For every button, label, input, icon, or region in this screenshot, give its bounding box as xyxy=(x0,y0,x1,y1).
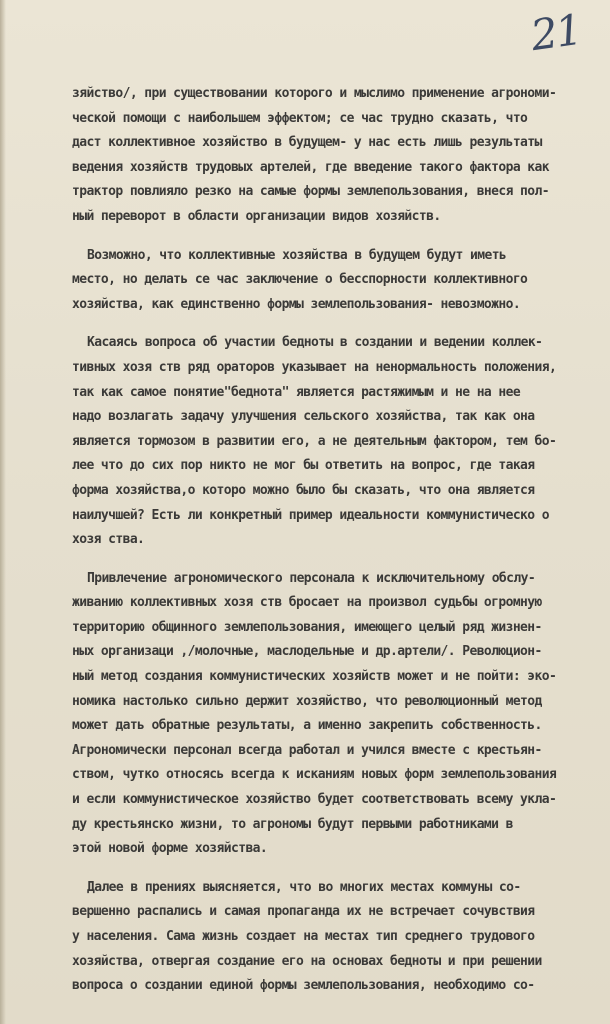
text-line: ду крестьянско жизни, то агрономы будут первыми работниками в xyxy=(72,816,513,832)
text-line: хозяйства, отвергая создание его на основах бедноты и при решении xyxy=(72,953,542,969)
text-line: даст коллективное хозяйство в будущем- у нас есть лишь результаты xyxy=(72,135,542,151)
text-line: ный метод создания коммунистических хозяйств может и не пойти: эко- xyxy=(72,669,557,685)
text-line: лее что до сих пор никто не мог бы ответить на вопрос, где такая xyxy=(72,458,535,474)
text-line: ведения хозяйств трудовых артелей, где введение такого фактора как xyxy=(72,159,549,175)
text-line: Агрономически персонал всегда работал и учился вместе с крестьян- xyxy=(72,742,542,758)
text-line: зяйство/, при существовании которого и мыслимо применение агрономи- xyxy=(72,86,557,101)
typewritten-body xyxy=(72,82,602,999)
text-line: является тормозом в развитии его, а не деятельным фактором, тем бо- xyxy=(72,433,557,449)
text-line: этой новой форме хозяйства. xyxy=(72,841,268,857)
text-line: у населения. Сама жизнь создает на местах тип среднего трудового xyxy=(72,929,535,944)
text-line: место, но делать се час заключение о бесспорности коллективного xyxy=(72,272,528,288)
text-line: вопроса о создании единой формы землепользования, необходимо со- xyxy=(72,978,535,994)
page-edge-shadow xyxy=(0,0,6,1024)
text-line: ством, чутко относясь всегда к исканиям новых форм землепользования xyxy=(72,767,557,783)
text-line: ных организаци ,/молочные, маслодельные и др.артели/. Революцион- xyxy=(72,644,542,660)
text-line: Возможно, что коллективные хозяйства в будущем будут иметь xyxy=(87,247,507,263)
text-line: трактор повлияло резко на самые формы землепользования, внеся пол- xyxy=(72,184,549,200)
text-line: ческой помощи с наибольшем эффектом; се час трудно сказать, что xyxy=(72,110,528,126)
text-line: хозя ства. xyxy=(72,532,145,548)
text-line: может дать обратные результаты, а именно закрепить собственность. xyxy=(72,718,542,734)
text-line: так как самое понятие"беднота" является растяжимым и не на нее xyxy=(72,384,521,400)
text-line: вершенно распались и самая пропаганда их не встречает сочувствия xyxy=(72,904,535,920)
text-line: тивных хозя ств ряд ораторов указывает на ненормальность положения, xyxy=(72,359,557,375)
text-line: живанию коллективных хозя ств бросает на произвол судьбы огромную xyxy=(72,595,542,611)
text-line: номика настолько сильно держит хозяйство, что революционный метод xyxy=(72,693,542,709)
text-line: территорию общинного землепользования, имеющего целый ряд жизнен- xyxy=(72,619,542,635)
text-line: и если коммунистическое хозяйство будет соответствовать всему укла- xyxy=(72,792,557,808)
text-line: надо возлагать задачу улучшения сельского хозяйства, так как она xyxy=(72,409,535,425)
text-line: хозяйства, как единственно формы землепользования- невозможно. xyxy=(72,296,521,312)
text-line: Далее в прениях выясняется, что во многих местах коммуны со- xyxy=(87,879,521,895)
text-line: наилучшей? Есть ли конкретный пример идеальности коммунистическо о xyxy=(72,507,549,523)
text-line: форма хозяйства,о которо можно было бы сказать, что она является xyxy=(72,482,535,498)
text-line: ный переворот в области организации видов хозяйств. xyxy=(72,208,441,224)
text-line: Касаясь вопроса об участии бедноты в создании и ведении коллек- xyxy=(87,335,543,351)
handwritten-page-number: 21 xyxy=(527,4,584,61)
text-line: Привлечение агрономического персонала к исключительному обслу- xyxy=(87,570,536,586)
